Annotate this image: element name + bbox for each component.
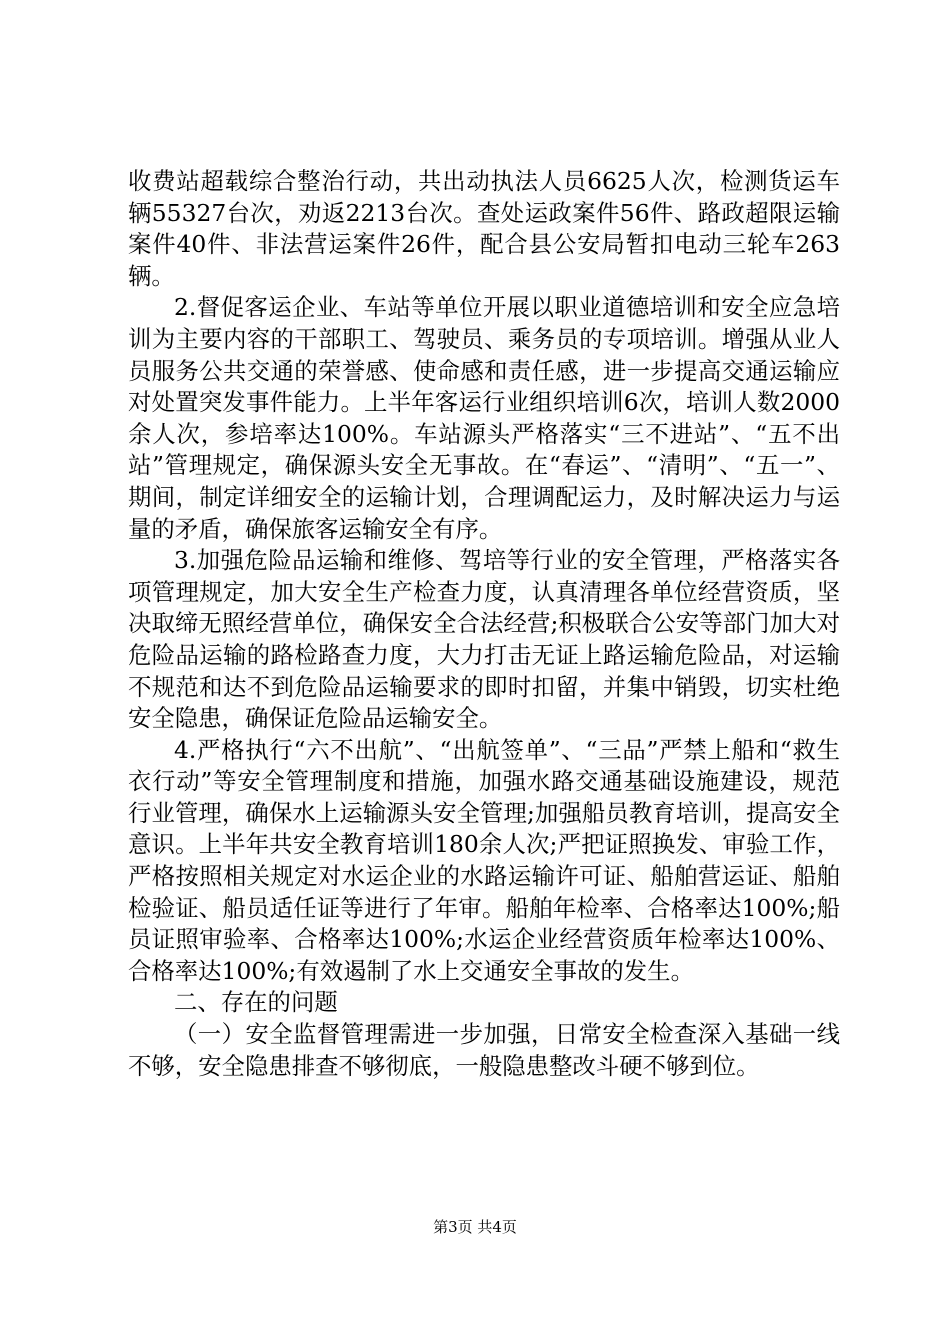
paragraph-problem-1: （一）安全监督管理需进一步加强，日常安全检查深入基础一线不够，安全隐患排查不够彻底，一般隐患整改斗硬不够到位。 <box>128 1020 840 1080</box>
paragraph-item-4: 4.严格执行“六不出航”、“出航签单”、“三品”严禁上船和“救生衣行动”等安全管理制度和措施，加强水路交通基础设施建设，规范行业管理，确保水上运输源头安全管理;加强船员教育培训，提高安全意识。上半年共安全教育培训180余人次;严把证照换发、审验工作，严格按照相关规定对水运企业的水路运输许可证、船舶营运证、船舶检验证、船员适任证等进行了年审。船舶年检率、合格率达100%;船员证照审验率、合格率达100%;水运企业经营资质年检率达100%、合格率达100%;有效遏制了水上交通安全事故的发生。 <box>128 735 840 985</box>
paragraph-item-3: 3.加强危险品运输和维修、驾培等行业的安全管理，严格落实各项管理规定，加大安全生产检查力度，认真清理各单位经营资质，坚决取缔无照经营单位，确保安全合法经营;积极联合公安等部门加大对危险品运输的路检路查力度，大力打击无证上路运输危险品，对运输不规范和达不到危险品运输要求的即时扣留，并集中销毁，切实杜绝安全隐患，确保证危险品运输安全。 <box>128 546 840 733</box>
page-footer <box>0 1217 950 1237</box>
section-heading: 二、存在的问题 <box>174 988 338 1017</box>
page-number: 第3页 共4页 <box>433 1218 517 1236</box>
paragraph-item-2: 2.督促客运企业、车站等单位开展以职业道德培训和安全应急培训为主要内容的干部职工、驾驶员、乘务员的专项培训。增强从业人员服务公共交通的荣誉感、使命感和责任感，进一步提高交通运输应对处置突发事件能力。上半年客运行业组织培训6次，培训人数2000余人次，参培率达100%。车站源头严格落实“三不进站”、“五不出站”管理规定，确保源头安全无事故。在“春运”、“清明”、“五一”、期间，制定详细安全的运输计划，合理调配运力，及时解决运力与运量的矛盾，确保旅客运输安全有序。 <box>128 293 840 543</box>
document-body <box>128 166 840 1082</box>
paragraph-continuation: 收费站超载综合整治行动，共出动执法人员6625人次，检测货运车辆55327台次，劝返2213台次。查处运政案件56件、路政超限运输案件40件、非法营运案件26件，配合县公安局暂扣电动三轮车263辆。 <box>128 167 840 290</box>
